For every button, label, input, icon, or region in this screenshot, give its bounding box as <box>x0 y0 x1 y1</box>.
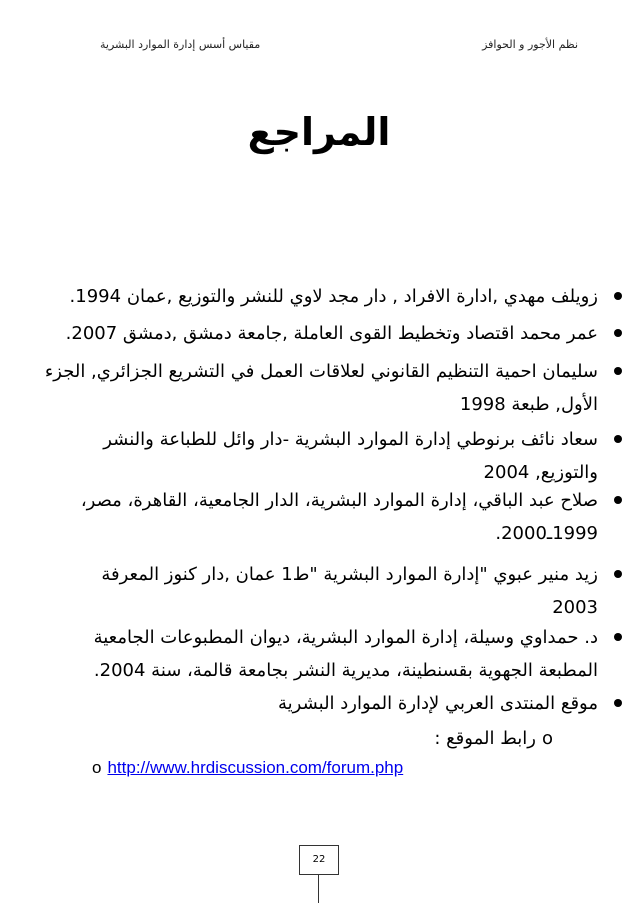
site-link-label: رابط الموقع : <box>434 728 536 749</box>
reference-item <box>38 484 598 550</box>
reference-item <box>68 423 598 489</box>
bullet-icon <box>614 496 622 504</box>
bullet-icon <box>614 435 622 443</box>
header-chapter-title: نظم الأجور و الحوافز <box>482 38 578 51</box>
reference-text: د. حمداوي وسيلة، إدارة الموارد البشرية، ديوان المطبوعات الجامعية المطبعة الجهوية بقسنطينة، مديرية النشر بجامعة قالمة، سنة 2004. <box>93 627 598 681</box>
reference-text: سعاد نائف برنوطي إدارة الموارد البشرية -دار وائل للطباعة والنشر والتوزيع, 2004 <box>103 429 598 483</box>
reference-item <box>38 687 598 720</box>
reference-text: صلاح عبد الباقي، إدارة الموارد البشرية، الدار الجامعية، القاهرة، مصر، 1999ـ2000. <box>80 490 598 544</box>
reference-item <box>78 621 598 687</box>
reference-item <box>78 558 598 624</box>
bullet-icon <box>614 367 622 375</box>
sub-item <box>434 724 553 754</box>
reference-text: عمر محمد اقتصاد وتخطيط القوى العاملة ,جامعة دمشق ,دمشق 2007. <box>65 323 598 344</box>
forum-link[interactable]: http://www.hrdiscussion.com/forum.php <box>107 758 404 777</box>
circle-bullet-icon: o <box>541 728 553 749</box>
reference-item <box>38 280 598 313</box>
reference-item <box>38 355 598 421</box>
page-title: المراجع <box>247 110 391 154</box>
page-number-line <box>318 874 319 903</box>
reference-text: موقع المنتدى العربي لإدارة الموارد البشرية <box>277 693 598 714</box>
bullet-icon <box>614 633 622 641</box>
bullet-icon <box>614 570 622 578</box>
reference-text: زيد منير عبوي "إدارة الموارد البشرية "ط1 عمان ,دار كنوز المعرفة 2003 <box>101 564 598 618</box>
link-row <box>92 758 403 778</box>
bullet-icon <box>614 292 622 300</box>
bullet-icon <box>614 699 622 707</box>
bullet-icon <box>614 329 622 337</box>
circle-bullet-icon: o <box>92 758 102 777</box>
header-course-title: مقياس أسس إدارة الموارد البشرية <box>100 38 261 51</box>
reference-item <box>38 317 598 350</box>
page-number: 22 <box>299 845 339 875</box>
reference-text: زويلف مهدي ,ادارة الافراد , دار مجد لاوي للنشر والتوزيع ,عمان 1994. <box>69 286 598 307</box>
reference-text: سليمان احمية التنظيم القانوني لعلاقات العمل في التشريع الجزائري, الجزء الأول, طبعة 1998 <box>44 361 598 415</box>
